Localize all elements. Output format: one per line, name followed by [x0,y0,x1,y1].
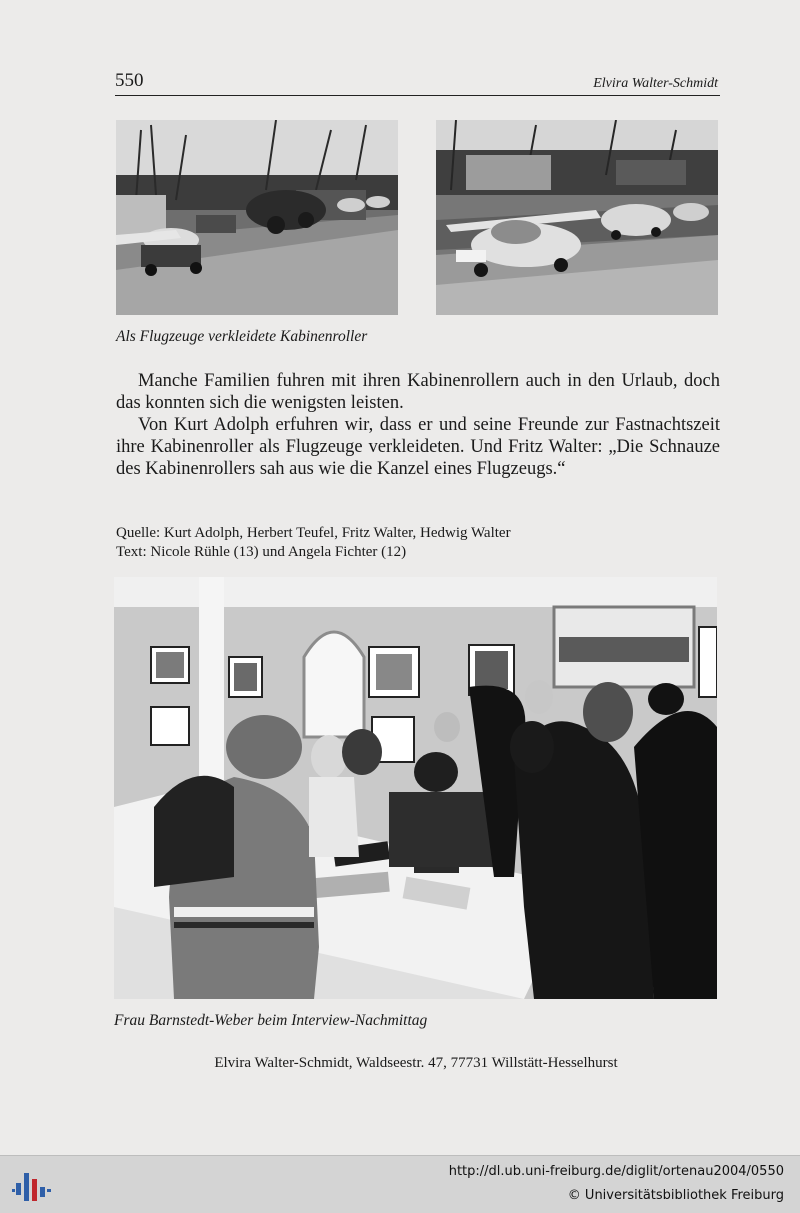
archive-copyright: © Universitätsbibliothek Freiburg [567,1188,784,1203]
photo-interview-afternoon [114,577,717,999]
header-rule [115,95,720,96]
body-text [116,370,720,480]
source-text-authors: Text: Nicole Rühle (13) und Angela Fichter (12) [116,544,407,560]
running-header-author: Elvira Walter-Schmidt [593,76,718,91]
photo-scooters-street [116,120,398,315]
body-paragraph-1: Manche Familien fuhren mit ihren Kabinenrollern auch in den Urlaub, doch das konnten sich die wenigsten leisten. [116,371,720,413]
source-credits [116,524,511,562]
archive-url-link[interactable]: http://dl.ub.uni-freiburg.de/diglit/ortenau2004/0550 [448,1164,784,1179]
caption-bottom-photo: Frau Barnstedt-Weber beim Interview-Nachmittag [114,1012,428,1029]
photo-winged-scooter [436,120,718,315]
author-address: Elvira Walter-Schmidt, Waldseestr. 47, 77731 Willstätt-Hesselhurst [214,1055,618,1071]
body-paragraph-2: Von Kurt Adolph erfuhren wir, dass er und seine Freunde zur Fastnachtszeit ihre Kabinenroller als Flugzeuge verkleideten. Und Fritz Walter: „Die Schnauze des Kabinenrollers sah aus wie die Kanzel eines Flugzeugs.“ [116,415,720,479]
caption-top-photos: Als Flugzeuge verkleidete Kabinenroller [116,328,368,345]
source-quelle: Quelle: Kurt Adolph, Herbert Teufel, Fritz Walter, Hedwig Walter [116,525,511,541]
page-number: 550 [115,70,144,91]
ub-freiburg-logo-icon[interactable] [12,1165,52,1205]
digital-archive-bar [0,1155,800,1213]
